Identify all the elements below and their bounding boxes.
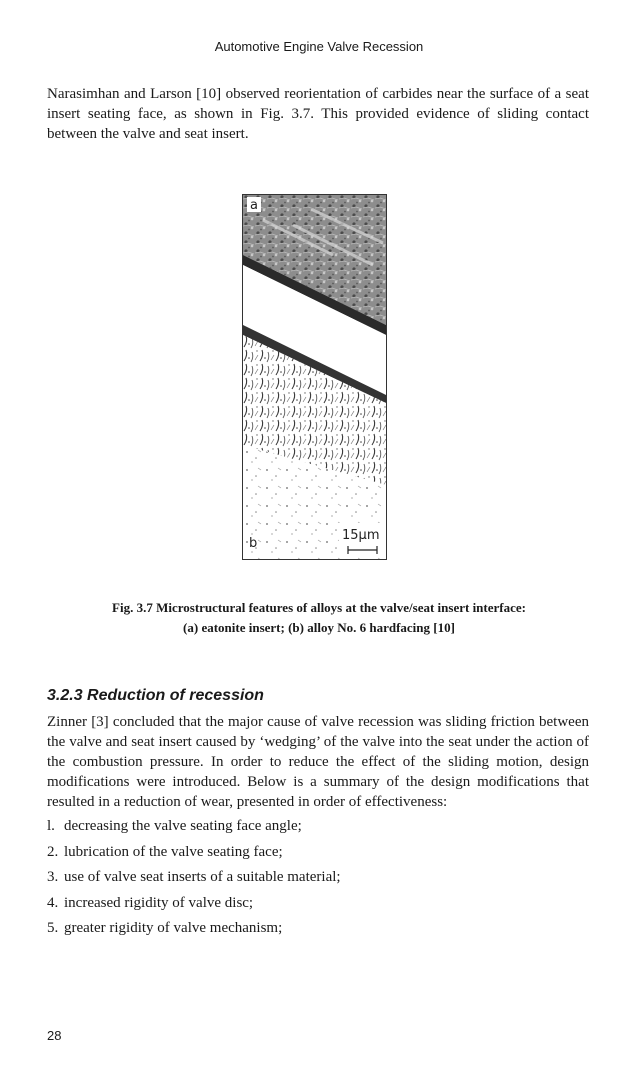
figure-label-b: b	[249, 536, 258, 551]
micrograph-image	[243, 195, 386, 559]
list-item-number: 4.	[47, 894, 59, 911]
list-item-text: decreasing the valve seating face angle;	[64, 818, 302, 834]
figure-label-a: a	[250, 198, 258, 213]
list-item-number: 2.	[47, 843, 59, 860]
list-item	[47, 893, 341, 919]
modification-list	[47, 816, 341, 944]
list-item-number: l.	[47, 818, 55, 834]
list-item-text: greater rigidity of valve mechanism;	[64, 920, 283, 936]
list-item	[47, 918, 341, 944]
section-paragraph: Zinner [3] concluded that the major cause of valve recession was sliding friction between the valve and seat insert caused by ‘wedging’ of the valve into the seat under the action of the combustion pressure. In order to reduce the effect of the sliding motion, design modifications were introduced. Below is a summary of the design modifications that resulted in a reduction of wear, presented in order of effectiveness:	[47, 714, 589, 810]
list-item-text: use of valve seat inserts of a suitable material;	[64, 869, 341, 885]
list-item-number: 5.	[47, 920, 59, 936]
section-heading: 3.2.3 Reduction of recession	[47, 687, 264, 704]
intro-paragraph: Narasimhan and Larson [10] observed reorientation of carbides near the surface of a seat insert seating face, as shown in Fig. 3.7. This provided evidence of sliding contact between the valve and seat insert.	[47, 86, 589, 142]
list-item-text: increased rigidity of valve disc;	[64, 894, 254, 911]
figure-caption-line-2: (a) eatonite insert; (b) alloy No. 6 hardfacing [10]	[183, 620, 455, 635]
list-item	[47, 816, 341, 842]
running-head: Automotive Engine Valve Recession	[214, 39, 424, 54]
list-item	[47, 842, 341, 868]
page-number: 28	[47, 1028, 62, 1043]
scale-label: 15μm	[342, 528, 380, 543]
micrograph-figure	[242, 194, 387, 560]
figure-caption-line-1: Fig. 3.7 Microstructural features of alloys at the valve/seat insert interface:	[112, 600, 526, 615]
list-item-text: lubrication of the valve seating face;	[64, 843, 283, 860]
list-item	[47, 867, 341, 893]
list-item-number: 3.	[47, 869, 59, 885]
